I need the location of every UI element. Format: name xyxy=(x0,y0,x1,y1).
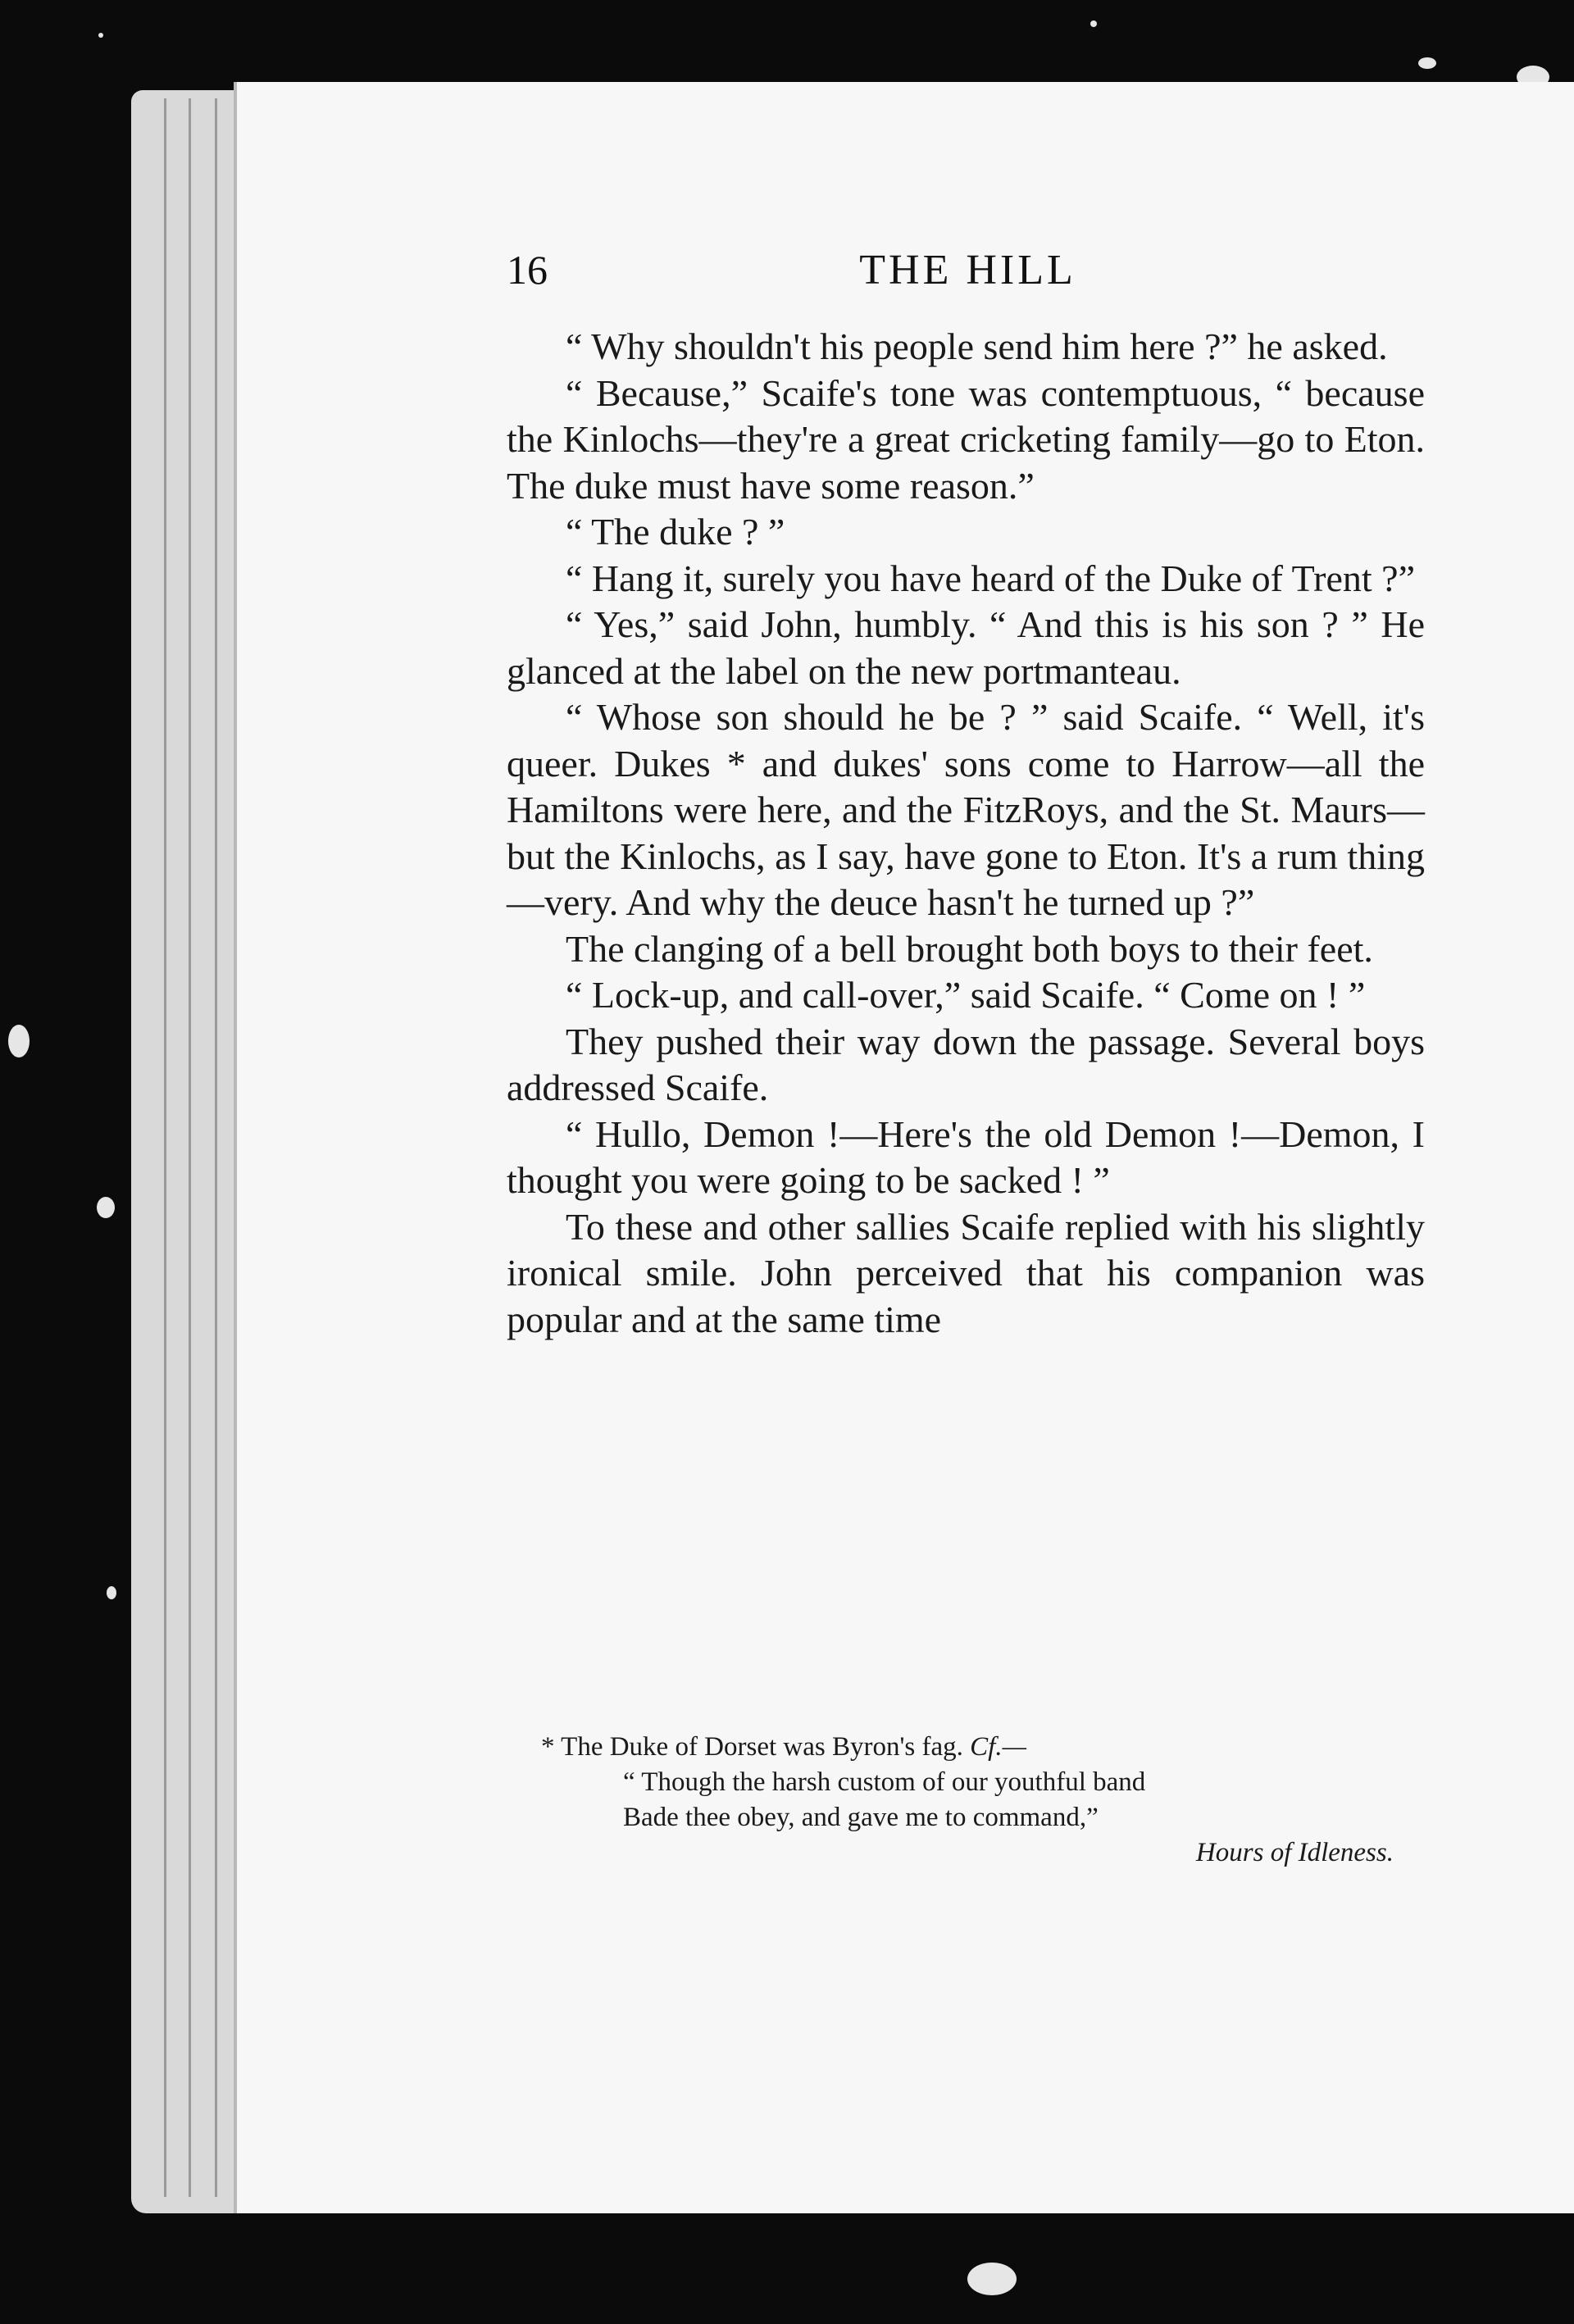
page-stack-line xyxy=(164,98,166,2197)
footnote-marker: * xyxy=(541,1732,555,1762)
scan-speck xyxy=(107,1586,116,1599)
footnote xyxy=(541,1730,1410,1871)
scan-speck xyxy=(1418,57,1436,69)
footnote-text: The Duke of Dorset was Byron's fag. xyxy=(561,1732,963,1762)
footnote-line xyxy=(541,1730,1410,1765)
paragraph: The clanging of a bell brought both boys to their feet. xyxy=(566,927,1373,970)
paragraph: “ Hang it, surely you have heard of the Duke of Trent ?” xyxy=(566,557,1415,599)
paragraph: “ Why shouldn't his people send him here ?” he asked. xyxy=(566,325,1388,367)
page-stack-line xyxy=(189,98,191,2197)
scan-speck xyxy=(8,1025,30,1057)
footnote-quote-line: Bade thee obey, and gave me to command,” xyxy=(623,1803,1099,1832)
paragraph: “ The duke ? ” xyxy=(566,511,785,553)
paragraph: To these and other sallies Scaife replied with his slightly ironical smile. John perceived that his companion was popular and at the same time xyxy=(507,1205,1425,1340)
paragraph: “ Whose son should he be ? ” said Scaife. “ Well, it's queer. Dukes * and dukes' sons come to Harrow—all the Hamiltons were here, and the FitzRoys, and the St. Maurs—but the Kinlochs, as I say, have gone to Eton. It's a rum thing—very. And why the deuce hasn't he turned up ?” xyxy=(507,696,1425,923)
running-head: THE HILL xyxy=(859,247,1076,293)
paragraph: “ Because,” Scaife's tone was contemptuous, “ because the Kinlochs—they're a great cricketing family—go to Eton. The duke must have some reason.” xyxy=(507,371,1425,507)
scan-speck xyxy=(98,33,103,38)
body-text xyxy=(507,324,1425,1343)
paragraph: “ Yes,” said John, humbly. “ And this is his son ? ” He glanced at the label on the new portmanteau. xyxy=(507,603,1425,692)
footnote-quote-line: “ Though the harsh custom of our youthful band xyxy=(623,1767,1146,1797)
page-header xyxy=(507,246,1429,312)
scan-speck xyxy=(97,1197,115,1218)
paragraph: “ Hullo, Demon !—Here's the old Demon !—Demon, I thought you were going to be sacked ! ” xyxy=(507,1112,1425,1201)
scan-speck xyxy=(967,2263,1017,2295)
footnote-source: Hours of Idleness. xyxy=(1195,1838,1394,1867)
paragraph: They pushed their way down the passage. Several boys addressed Scaife. xyxy=(507,1020,1425,1108)
scan-speck xyxy=(1090,20,1097,27)
page-number: 16 xyxy=(507,247,548,293)
page-stack-line xyxy=(215,98,217,2197)
paragraph: “ Lock-up, and call-over,” said Scaife. “ Come on ! ” xyxy=(566,974,1366,1016)
footnote-cf: Cf.— xyxy=(970,1732,1026,1762)
